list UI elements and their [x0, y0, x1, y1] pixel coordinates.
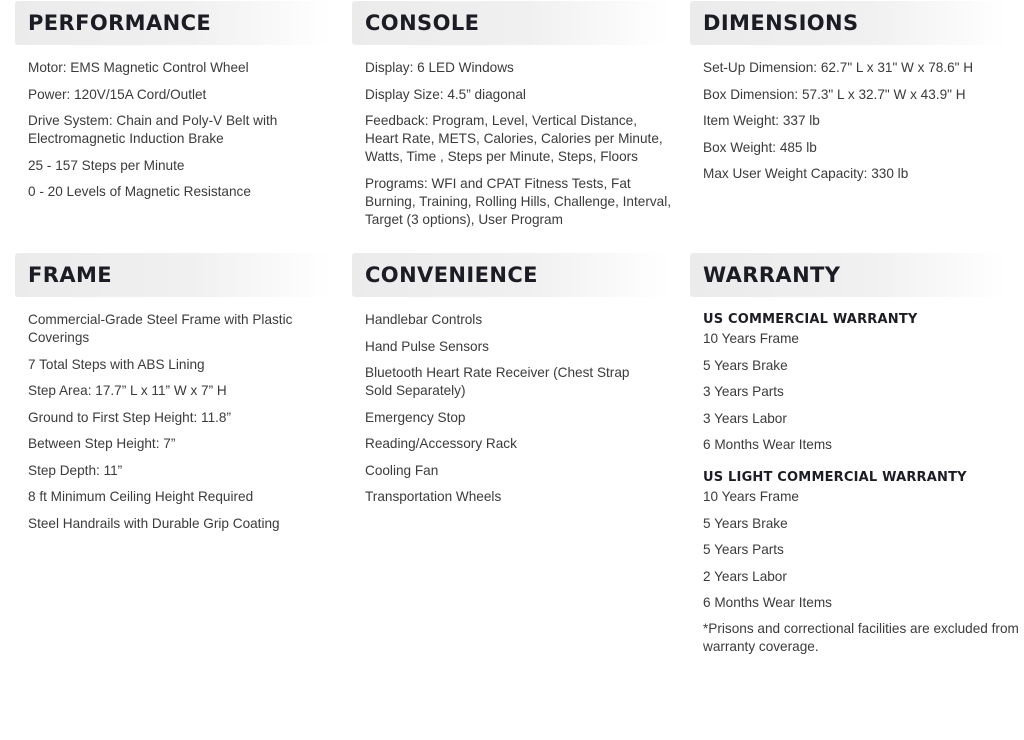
list-item: Box Weight: 485 lb — [703, 139, 817, 155]
list-item: Max User Weight Capacity: 330 lb — [703, 166, 909, 181]
convenience-title: CONVENIENCE — [365, 263, 538, 287]
console-list — [352, 45, 670, 229]
list-item: Cooling Fan — [365, 462, 439, 478]
list-item: 8 ft Minimum Ceiling Height Required — [28, 489, 254, 504]
frame-header — [15, 253, 333, 297]
console-header — [352, 1, 670, 45]
list-item: Drive System: Chain and Poly-V Belt with Electromagnetic Induction Brake — [28, 113, 278, 146]
list-item: Emergency Stop — [365, 409, 466, 425]
list-item: Hand Pulse Sensors — [365, 338, 489, 354]
warranty-exclusion-note: *Prisons and correctional facilities are excluded from warranty coverage. — [703, 620, 1019, 654]
list-item: Steel Handrails with Durable Grip Coating — [28, 515, 280, 531]
warranty-header — [690, 253, 1008, 297]
list-item: Commercial-Grade Steel Frame with Plastic Coverings — [28, 312, 293, 345]
list-item: Box Dimension: 57.3" L x 32.7" W x 43.9" H — [703, 86, 966, 102]
list-item: 25 - 157 Steps per Minute — [28, 157, 185, 173]
list-item: 2 Years Labor — [703, 568, 787, 584]
list-item: Programs: WFI and CPAT Fitness Tests, Fat Burning, Training, Rolling Hills, Challenge, Interval, Target (3 options), User Program — [365, 175, 672, 227]
performance-section — [15, 1, 333, 210]
performance-list — [15, 45, 333, 201]
list-item: 3 Years Parts — [703, 384, 784, 399]
dimensions-header — [690, 1, 1008, 45]
list-item: Between Step Height: 7” — [28, 436, 176, 451]
us-commercial-warranty-list — [690, 328, 1020, 454]
console-title: CONSOLE — [365, 11, 480, 35]
warranty-title: WARRANTY — [703, 263, 841, 287]
list-item: Motor: EMS Magnetic Control Wheel — [28, 60, 249, 75]
list-item: Display: 6 LED Windows — [365, 60, 514, 75]
frame-section — [15, 253, 333, 541]
list-item: 10 Years Frame — [703, 489, 799, 504]
list-item: 6 Months Wear Items — [703, 595, 832, 610]
convenience-section — [352, 253, 670, 515]
list-item: 7 Total Steps with ABS Lining — [28, 356, 205, 372]
frame-list — [15, 297, 333, 533]
dimensions-list — [690, 45, 1008, 183]
us-light-commercial-warranty-list — [690, 486, 1020, 612]
convenience-list — [352, 297, 670, 506]
performance-title: PERFORMANCE — [28, 11, 212, 35]
dimensions-section — [690, 1, 1008, 192]
list-item: 5 Years Brake — [703, 515, 788, 531]
frame-title: FRAME — [28, 263, 113, 287]
dimensions-title: DIMENSIONS — [703, 11, 859, 35]
performance-header — [15, 1, 333, 45]
list-item: Ground to First Step Height: 11.8” — [28, 409, 231, 425]
list-item: Step Area: 17.7” L x 11” W x 7” H — [28, 383, 227, 398]
list-item: Display Size: 4.5” diagonal — [365, 86, 526, 102]
us-light-commercial-warranty-heading: US LIGHT COMMERCIAL WARRANTY — [703, 470, 967, 485]
warranty-section — [690, 253, 1020, 656]
list-item: 5 Years Brake — [703, 357, 788, 373]
list-item: Step Depth: 11” — [28, 462, 123, 478]
list-item: 5 Years Parts — [703, 542, 784, 557]
us-light-commercial-warranty — [690, 469, 1020, 612]
list-item: 0 - 20 Levels of Magnetic Resistance — [28, 184, 251, 199]
list-item: Bluetooth Heart Rate Receiver (Chest Strap Sold Separately) — [365, 365, 630, 398]
list-item: Feedback: Program, Level, Vertical Distance, Heart Rate, METS, Calories, Calories per Minute, Watts, Time , Steps per Minute, Steps, Floors — [365, 113, 663, 164]
us-commercial-warranty — [690, 311, 1020, 454]
us-commercial-warranty-heading: US COMMERCIAL WARRANTY — [703, 312, 918, 327]
list-item: Item Weight: 337 lb — [703, 113, 820, 128]
convenience-header — [352, 253, 670, 297]
list-item: Set-Up Dimension: 62.7" L x 31" W x 78.6" H — [703, 60, 974, 75]
list-item: 10 Years Frame — [703, 331, 799, 346]
console-section — [352, 1, 670, 237]
list-item: Transportation Wheels — [365, 489, 502, 504]
list-item: 3 Years Labor — [703, 410, 787, 426]
list-item: Power: 120V/15A Cord/Outlet — [28, 86, 207, 102]
list-item: 6 Months Wear Items — [703, 437, 832, 452]
list-item: Reading/Accessory Rack — [365, 436, 517, 451]
list-item: Handlebar Controls — [365, 312, 483, 327]
